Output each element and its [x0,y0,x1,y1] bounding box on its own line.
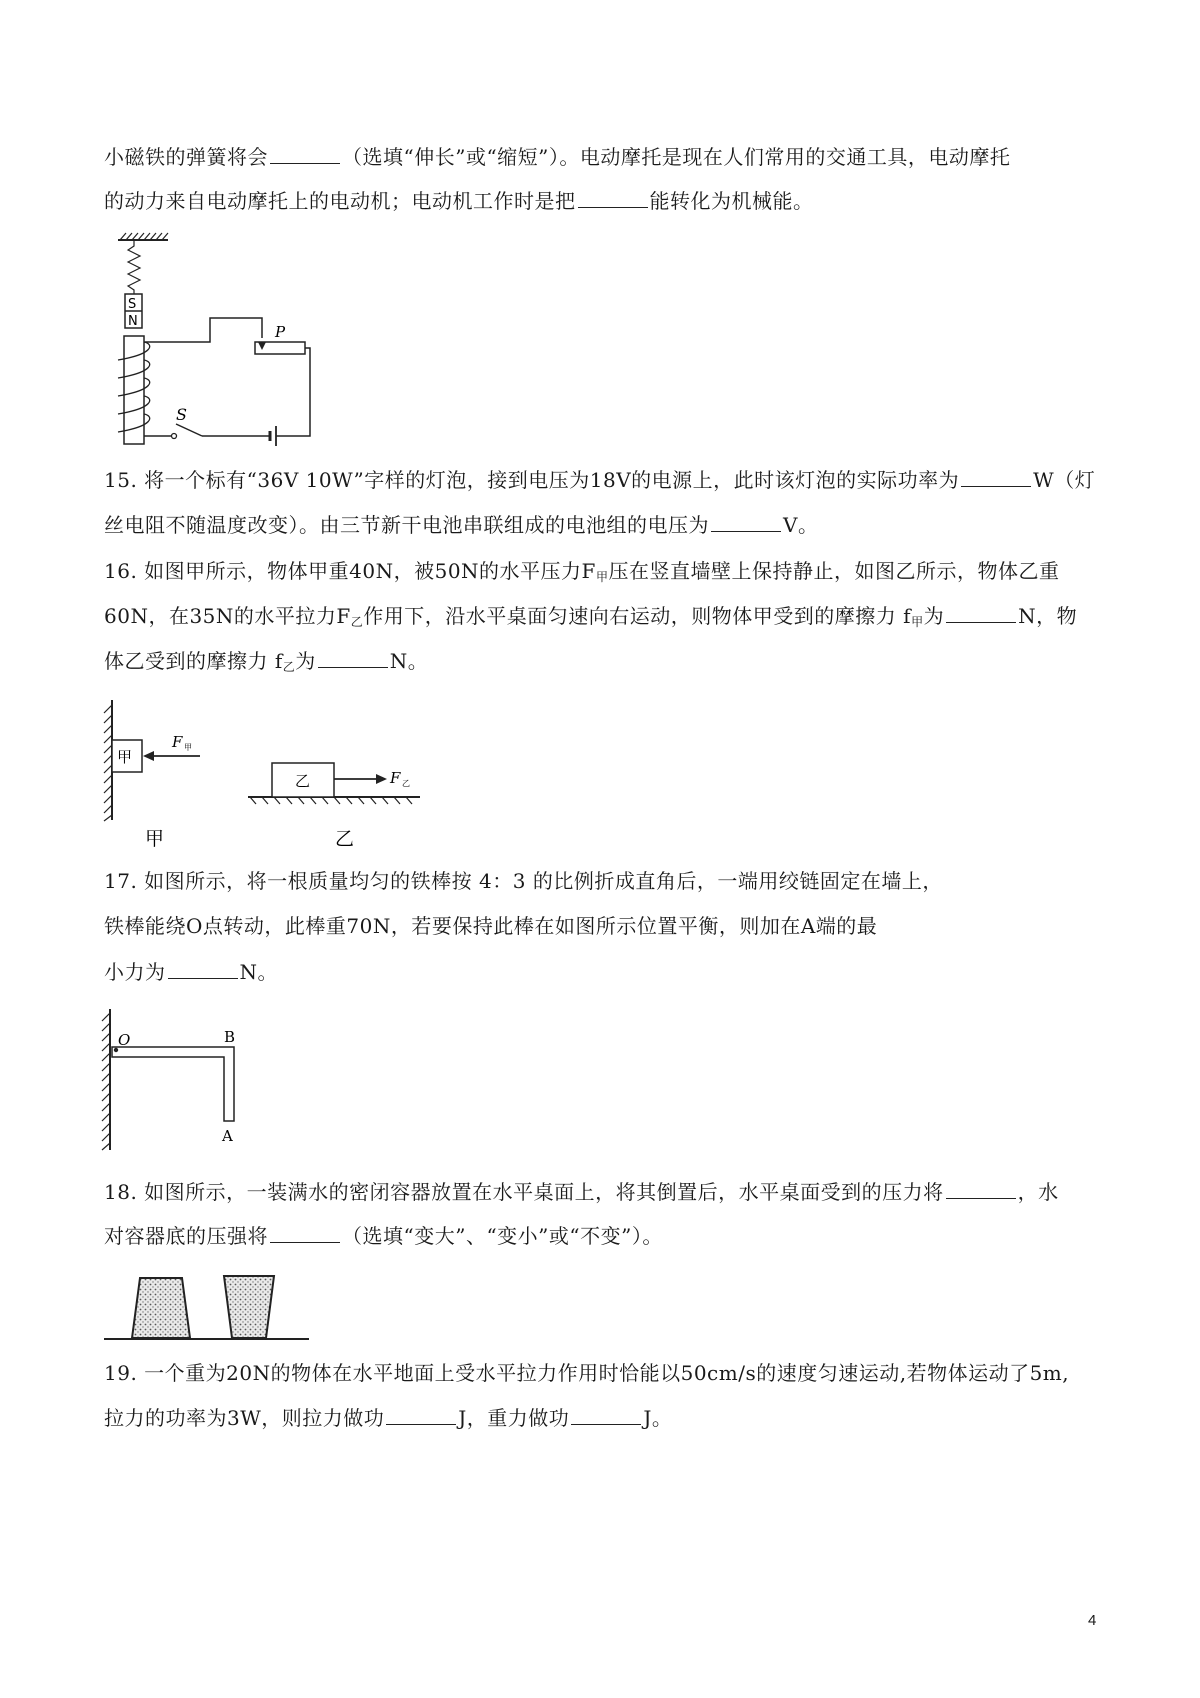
text: 对容器底的压强将 [104,1224,268,1248]
text: J，重力做功 [458,1406,570,1430]
text: 拉力的功率为3W，则拉力做功 [104,1406,385,1430]
magnet-n-label: N [128,314,138,329]
text: 的动力来自电动摩托上的电动机；电动机工作时是把 [104,189,576,213]
subscript: 乙 [282,660,296,674]
text: J。 [643,1406,673,1430]
switch-s-label: S [176,405,187,424]
text: N。 [239,960,278,984]
text: 铁棒能绕O点转动，此棒重70N，若要保持此棒在如图所示位置平衡，则加在A端的最 [104,914,878,938]
text: 16. 如图甲所示，物体甲重40N，被50N的水平压力F [104,559,596,583]
point-b-label: B [224,1028,236,1046]
q16-line-3 [104,646,428,682]
q19-line-2 [104,1403,672,1433]
answer-blank[interactable] [946,1178,1016,1199]
q18-container-figure [104,1268,314,1348]
caption-jia: 甲 [145,828,165,850]
subscript: 甲 [595,570,609,584]
text: 为 [923,604,945,628]
text: 小力为 [104,960,166,984]
subscript: 甲 [911,615,924,629]
answer-blank[interactable] [578,187,648,208]
caption-yi: 乙 [335,828,355,850]
q15-line-2 [104,510,818,540]
q17-line-3 [104,957,278,987]
force-yi-label: F [390,769,401,787]
text: 18. 如图所示，一装满水的密闭容器放置在水平桌面上，将其倒置后，水平桌面受到的压力将 [104,1180,944,1204]
text: V。 [783,513,819,537]
text: N。 [389,649,429,673]
q18-line-1 [104,1177,1059,1207]
text: 小磁铁的弹簧将会 [104,145,268,169]
q17-line-1 [104,866,943,896]
q17-line-2 [104,911,877,941]
text: （选填“变大”、“变小”或“不变”）。 [342,1224,663,1248]
text: 压在竖直墙壁上保持静止，如图乙所示，物体乙重 [608,559,1060,583]
text: 为 [295,649,316,673]
answer-blank[interactable] [270,1222,340,1243]
text: 能转化为机械能。 [649,189,814,213]
answer-blank[interactable] [386,1404,456,1425]
text: 体乙受到的摩擦力 f [104,649,283,673]
answer-blank[interactable] [946,602,1016,623]
force-jia-sub: 甲 [184,743,192,752]
magnet-s-label: S [128,297,137,312]
page-number: 4 [1088,1612,1097,1629]
text: 15. 将一个标有“36V 10W”字样的灯泡，接到电压为18V的电源上，此时该灯泡的实际功率为 [104,468,960,492]
q14-line-1 [104,142,1010,172]
q14-line-2 [104,186,814,216]
point-o-label: O [118,1031,131,1049]
point-a-label: A [222,1127,233,1145]
q14-circuit-figure [110,228,340,453]
q15-line-1 [104,465,1095,495]
block-yi-label: 乙 [295,772,311,790]
q17-lever-figure [98,1005,258,1155]
text: （选填“伸长”或“缩短”）。电动摩托是现在人们常用的交通工具，电动摩托 [342,145,1011,169]
answer-blank[interactable] [711,511,781,532]
text: 60N，在35N的水平拉力F [104,604,351,628]
text: ，水 [1017,1180,1059,1204]
subscript: 乙 [350,615,364,629]
text: 19. 一个重为20N的物体在水平地面上受水平拉力作用时恰能以50cm/s的速度匀速运动,若物体运动了5m, [104,1361,1070,1385]
q18-line-2 [104,1221,663,1251]
text: W（灯 [1033,468,1096,492]
force-jia-label: F [172,733,183,751]
answer-blank[interactable] [270,143,340,164]
answer-blank[interactable] [961,466,1031,487]
q16-line-1 [104,556,1059,592]
answer-blank[interactable] [168,958,238,979]
q16-force-figure [100,695,430,855]
text: N，物 [1018,604,1078,628]
text: 17. 如图所示，将一根质量均匀的铁棒按 4：3 的比例折成直角后，一端用绞链固定在墙上， [104,869,943,893]
answer-blank[interactable] [318,647,388,668]
rheostat-p-label: P [275,323,286,341]
force-yi-sub: 乙 [402,779,410,788]
answer-blank[interactable] [571,1404,641,1425]
q19-line-1 [104,1358,1069,1388]
text: 作用下，沿水平桌面匀速向右运动，则物体甲受到的摩擦力 f [363,604,912,628]
block-jia-label: 甲 [117,748,133,766]
q16-line-2 [104,601,1077,637]
text: 丝电阻不随温度改变）。由三节新干电池串联组成的电池组的电压为 [104,513,709,537]
